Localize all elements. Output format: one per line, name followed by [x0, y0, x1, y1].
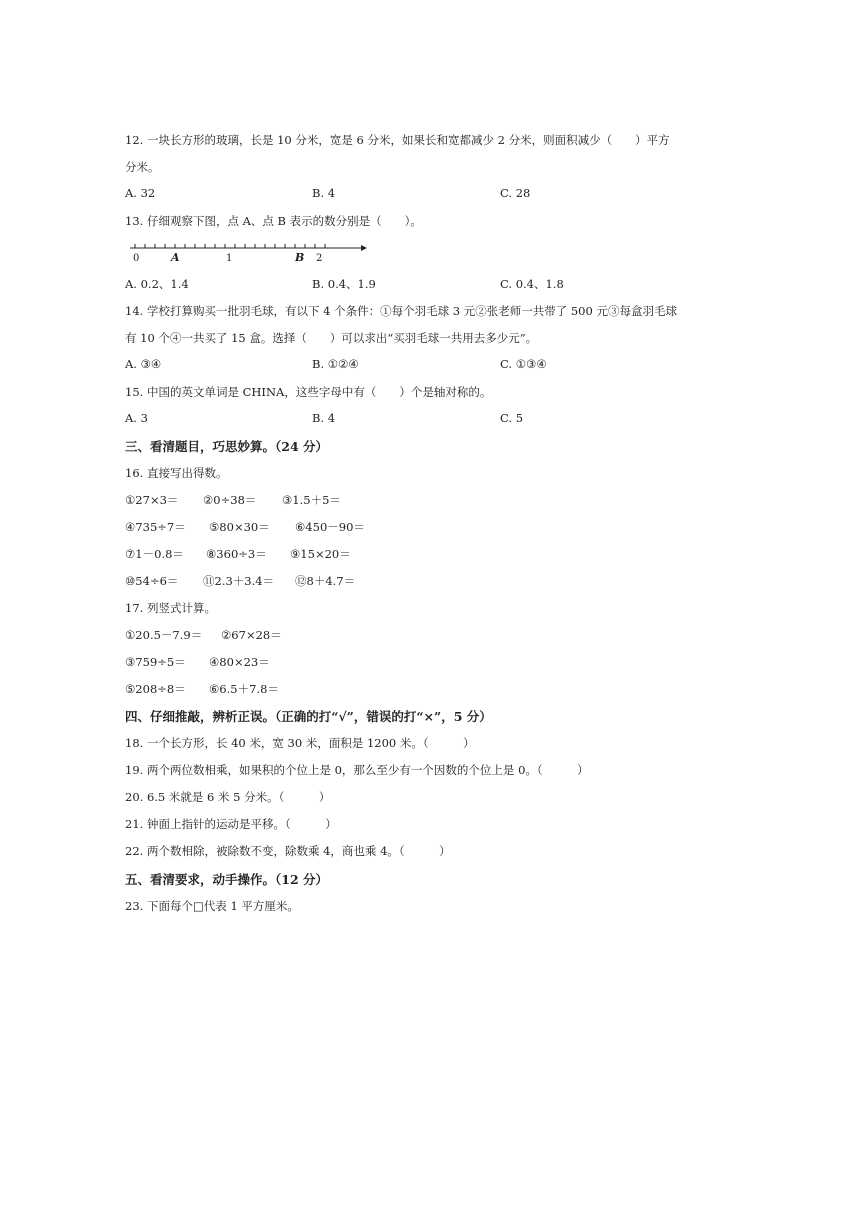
- number-line-arrow: [361, 245, 367, 251]
- question-19: 19. 两个两位数相乘，如果积的个位上是 0，那么至少有一个因数的个位上是 0。（ ）: [125, 763, 589, 777]
- section-3-heading: 三、看清题目，巧思妙算。（24 分）: [125, 439, 328, 454]
- calc-item: ②67×28＝: [221, 628, 282, 642]
- section-5-heading: 五、看清要求，动手操作。（12 分）: [125, 872, 328, 887]
- question-14-line2: 有 10 个④一共买了 15 盒。选择（ ）可以求出“买羽毛球一共用去多少元”。: [125, 331, 538, 345]
- q15-option-a: A. 3: [125, 411, 148, 425]
- question-13: 13. 仔细观察下图，点 A、点 B 表示的数分别是（ ）。: [125, 214, 422, 228]
- calc-item: ①27×3＝: [125, 493, 179, 507]
- calc-item: ⑫8＋4.7＝: [295, 574, 356, 588]
- calc-item: ⑦1－0.8＝: [125, 547, 184, 561]
- question-20: 20. 6.5 米就是 6 米 5 分米。（ ）: [125, 790, 331, 804]
- number-line-ticks: [135, 244, 325, 248]
- calc-item: ③759÷5＝: [125, 655, 186, 669]
- calc-item: ③1.5＋5＝: [282, 493, 341, 507]
- q13-option-a: A. 0.2、1.4: [125, 277, 189, 291]
- question-15: 15. 中国的英文单词是 CHINA，这些字母中有（ ）个是轴对称的。: [125, 385, 492, 399]
- calc-item: ⑨15×20＝: [290, 547, 351, 561]
- q14-option-c: C. ①③④: [500, 357, 547, 371]
- question-14-line1: 14. 学校打算购买一批羽毛球，有以下 4 个条件：①每个羽毛球 3 元②张老师一共带了 500 元③每盒羽毛球: [125, 304, 677, 318]
- calc-item: ④735÷7＝: [125, 520, 186, 534]
- calc-item: ④80×23＝: [209, 655, 270, 669]
- question-12-line1: 12. 一块长方形的玻璃，长是 10 分米，宽是 6 分米，如果长和宽都减少 2 分米，则面积减少（ ）平方: [125, 133, 670, 147]
- calc-item: ⑧360÷3＝: [206, 547, 267, 561]
- q14-option-b: B. ①②④: [312, 357, 359, 371]
- question-12-line2: 分米。: [125, 160, 160, 174]
- q15-option-b: B. 4: [312, 411, 336, 425]
- q12-option-c: C. 28: [500, 186, 531, 200]
- label-zero: 0: [133, 253, 140, 264]
- number-line-figure: [125, 238, 375, 266]
- q12-option-a: A. 32: [125, 186, 156, 200]
- q15-option-c: C. 5: [500, 411, 524, 425]
- calc-item: ⑩54÷6＝: [125, 574, 179, 588]
- question-16: 16. 直接写出得数。: [125, 466, 228, 480]
- question-22: 22. 两个数相除，被除数不变，除数乘 4，商也乘 4。（ ）: [125, 844, 451, 858]
- calc-item: ⑥450－90＝: [295, 520, 365, 534]
- question-17: 17. 列竖式计算。: [125, 601, 216, 615]
- section-4-heading: 四、仔细推敲，辨析正误。（正确的打“√”，错误的打“×”，5 分）: [125, 709, 492, 724]
- calc-item: ①20.5－7.9＝: [125, 628, 203, 642]
- question-23: 23. 下面每个□代表 1 平方厘米。: [125, 899, 299, 913]
- q13-option-b: B. 0.4、1.9: [312, 277, 376, 291]
- label-point-a: A: [171, 251, 180, 264]
- calc-item: ②0÷38＝: [203, 493, 257, 507]
- question-18: 18. 一个长方形，长 40 米，宽 30 米，面积是 1200 米。（ ）: [125, 736, 475, 750]
- calc-item: ⑥6.5＋7.8＝: [209, 682, 279, 696]
- q13-option-c: C. 0.4、1.8: [500, 277, 564, 291]
- question-21: 21. 钟面上指针的运动是平移。（ ）: [125, 817, 337, 831]
- q14-option-a: A. ③④: [125, 357, 162, 371]
- calc-item: ⑤80×30＝: [209, 520, 270, 534]
- label-point-b: B: [295, 251, 305, 264]
- calc-item: ⑤208÷8＝: [125, 682, 186, 696]
- label-two: 2: [316, 253, 323, 264]
- label-one: 1: [226, 253, 233, 264]
- calc-item: ⑪2.3＋3.4＝: [203, 574, 275, 588]
- q12-option-b: B. 4: [312, 186, 336, 200]
